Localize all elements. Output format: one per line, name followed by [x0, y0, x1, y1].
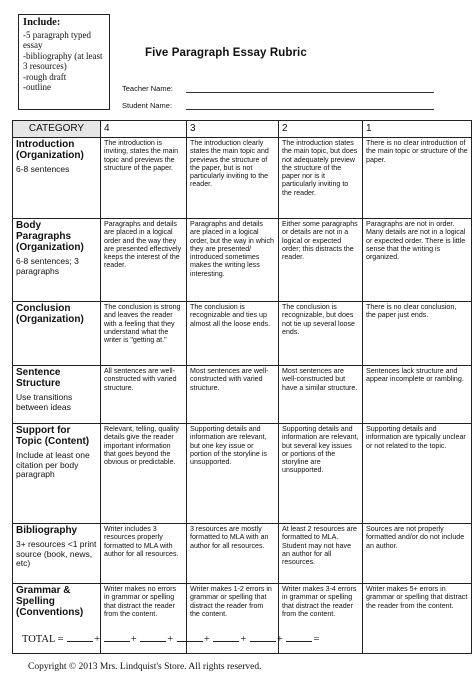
header-score-2: 2 — [279, 121, 363, 138]
score-cell: Paragraphs are not in order. Many details are not in a logical or expected order. There is little sense that the writing is organized. — [363, 219, 472, 302]
header-row — [13, 121, 472, 138]
category-name: Body Paragraphs (Organization) — [16, 220, 84, 253]
include-title: Include: — [23, 17, 61, 28]
total-blank[interactable] — [177, 633, 203, 642]
category-note: Use transitions between ideas — [16, 392, 73, 412]
header-score-1: 1 — [363, 121, 472, 138]
plus-sign: + — [203, 634, 210, 645]
include-item: -5 paragraph typed essay — [23, 29, 91, 50]
category-name: Bibliography — [16, 525, 78, 536]
score-cell: Writer makes no errors in grammar or spelling that distract the reader from the content. — [101, 584, 187, 654]
total-blank[interactable] — [286, 633, 312, 642]
category-cell — [13, 366, 101, 424]
score-cell: There is no clear conclusion, the paper just ends. — [363, 302, 472, 366]
table-row — [13, 302, 472, 366]
table-row — [13, 366, 472, 424]
category-cell — [13, 524, 101, 584]
category-name: Sentence Structure — [16, 367, 61, 389]
total-blank[interactable] — [250, 633, 276, 642]
score-cell: Most sentences are well-constructed but have a similar structure. — [279, 366, 363, 424]
category-note: Include at least one citation per body paragraph — [16, 450, 90, 480]
copyright: Copyright © 2013 Mrs. Lindquist's Store. All rights reserved. — [28, 662, 262, 672]
plus-sign: + — [167, 634, 174, 645]
score-cell: Supporting details and information are relevant, but one key issue or portion of the storyline is unsupported. — [187, 424, 279, 524]
score-cell: Relevant, telling, quality details give the reader important information that goes beyond the obvious or predictable. — [101, 424, 187, 524]
category-cell — [13, 302, 101, 366]
score-cell: Writer makes 1-2 errors in grammar or spelling that distract the reader from the content. — [187, 584, 279, 654]
plus-sign: + — [130, 634, 137, 645]
include-item: -outline — [23, 82, 51, 92]
total-label: TOTAL = — [22, 634, 64, 645]
rubric-table-wrapper — [12, 120, 471, 652]
score-cell: All sentences are well-constructed with varied structure. — [101, 366, 187, 424]
category-note: 3+ resources <1 print source (book, news, etc) — [16, 539, 97, 569]
score-cell: The conclusion is recognizable and ties up almost all the loose ends. — [187, 302, 279, 366]
score-cell: Paragraphs and details are placed in a logical order, but the way in which they are presented/ introduced sometimes makes the writing less interesting. — [187, 219, 279, 302]
score-cell: 3 resources are mostly formatted to MLA with an author for all resources. — [187, 524, 279, 584]
category-cell — [13, 138, 101, 219]
student-name-label: Student Name: — [122, 101, 173, 110]
score-cell: Supporting details and information are relevant, but several key issues or portions of the storyline are unsupported. — [279, 424, 363, 524]
total-line — [22, 633, 319, 645]
teacher-name-line[interactable] — [186, 92, 434, 93]
teacher-name-label: Teacher Name: — [122, 84, 173, 93]
total-blank[interactable] — [140, 633, 166, 642]
rubric-table — [12, 120, 472, 654]
score-cell: The introduction is inviting, states the main topic and previews the structure of the paper. — [101, 138, 187, 219]
score-cell: Paragraphs and details are placed in a logical order and the way they are presented effectively keeps the interest of the reader. — [101, 219, 187, 302]
score-cell: The introduction clearly states the main topic and previews the structure of the paper, but is not particularly inviting to the reader. — [187, 138, 279, 219]
header-score-3: 3 — [187, 121, 279, 138]
table-row — [13, 219, 472, 302]
header-category: CATEGORY — [13, 121, 101, 138]
table-row — [13, 524, 472, 584]
plus-sign: + — [94, 634, 101, 645]
score-cell: Writer makes 3-4 errors in grammar or spelling that distract the reader from the content. — [279, 584, 363, 654]
category-note: 6-8 sentences — [16, 164, 70, 174]
header-score-4: 4 — [101, 121, 187, 138]
score-cell: Supporting details and information are typically unclear or not related to the topic. — [363, 424, 472, 524]
category-cell — [13, 424, 101, 524]
score-cell: At least 2 resources are formatted to MLA. Student may not have an author for all resources. — [279, 524, 363, 584]
category-note: 6-8 sentences; 3 paragraphs — [16, 256, 79, 276]
category-name: Support for Topic (Content) — [16, 425, 90, 447]
plus-sign: + — [276, 634, 283, 645]
score-cell: Most sentences are well-constructed with varied structure. — [187, 366, 279, 424]
total-blank[interactable] — [213, 633, 239, 642]
category-name: Conclusion (Organization) — [16, 303, 84, 325]
score-cell: Writer includes 3 resources properly formatted to MLA with author for all resources. — [101, 524, 187, 584]
score-cell: The introduction states the main topic, but does not adequately preview the structure of the paper nor is it particularly inviting to the reader. — [279, 138, 363, 219]
include-item: -rough draft — [23, 71, 67, 82]
category-cell — [13, 219, 101, 302]
score-cell: There is no clear introduction of the main topic or structure of the paper. — [363, 138, 472, 219]
page-title: Five Paragraph Essay Rubric — [145, 47, 307, 59]
plus-sign: + — [240, 634, 247, 645]
total-blank[interactable] — [104, 633, 130, 642]
score-cell: Sources are not properly formatted and/or do not include an author. — [363, 524, 472, 584]
score-cell: Either some paragraphs or details are not in a logical or expected order; this distracts the reader. — [279, 219, 363, 302]
category-name: Introduction (Organization) — [16, 139, 84, 161]
include-box — [18, 14, 110, 110]
student-name-line[interactable] — [186, 109, 434, 110]
category-name: Grammar & Spelling (Conventions) — [16, 585, 84, 618]
score-cell: The conclusion is strong and leaves the reader with a feeling that they understand what the writer is "getting at." — [101, 302, 187, 366]
score-cell: The conclusion is recognizable, but does not tie up several loose ends. — [279, 302, 363, 366]
equals-sign: = — [313, 634, 320, 645]
score-cell: Writer makes 5+ errors in grammar or spelling that distract the reader from the content. — [363, 584, 472, 654]
table-row — [13, 138, 472, 219]
table-row — [13, 424, 472, 524]
total-blank[interactable] — [67, 633, 93, 642]
include-item: -bibliography (at least 3 resources) — [23, 50, 103, 71]
score-cell: Sentences lack structure and appear incomplete or rambling. — [363, 366, 472, 424]
